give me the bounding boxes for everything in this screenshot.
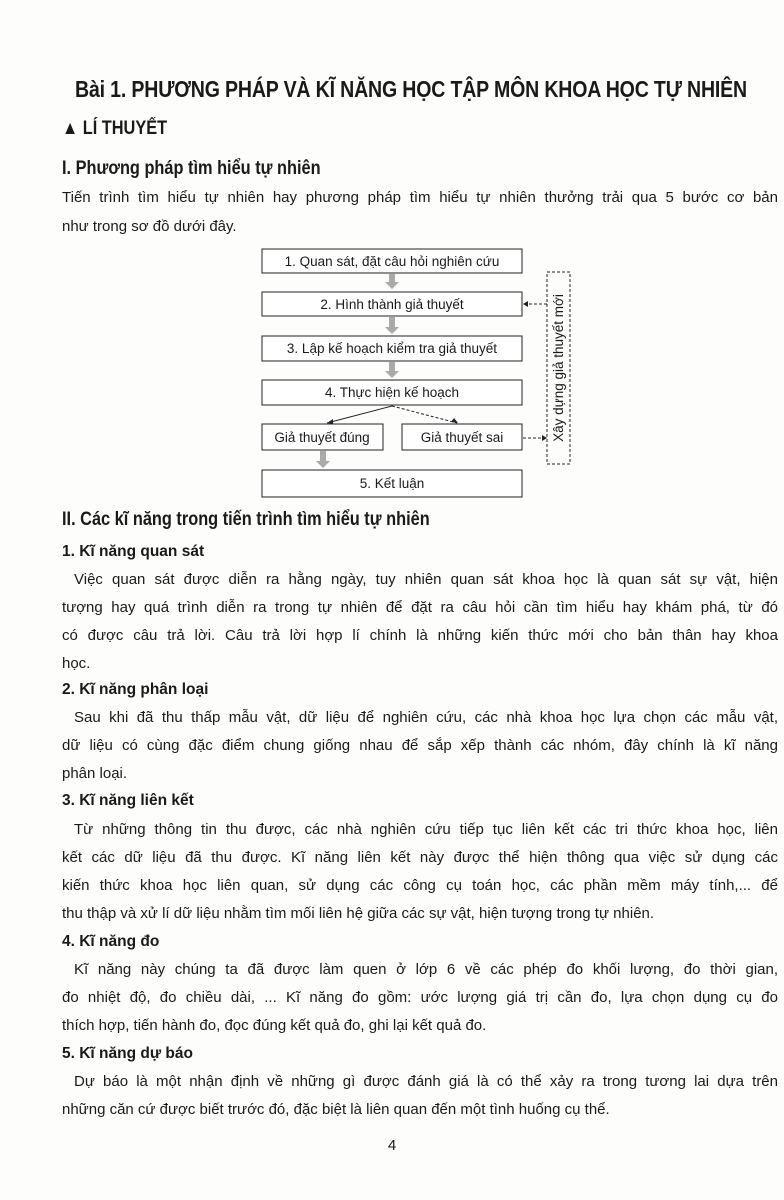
skill-heading: 3. Kĩ năng liên kết — [62, 792, 194, 809]
paragraph-line: tượng hay quá trình diễn ra trong tự nhiên để đặt ra câu hỏi cần tìm hiểu hay khám phá, từ đó — [62, 599, 778, 616]
paragraph-line: kiến thức khoa học liên quan, sử dụng các công cụ toán học, các phần mềm máy tính,... để — [62, 877, 778, 894]
paragraph-line: Từ những thông tin thu được, các nhà nghiên cứu tiếp tục liên kết các tri thức khoa học, liên — [74, 821, 778, 838]
paragraph-line: Việc quan sát được diễn ra hằng ngày, tuy nhiên quan sát khoa học là quan sát sự vật, hiện — [74, 571, 778, 588]
true-hypothesis-label: Giả thuyết đúng — [274, 430, 370, 445]
paragraph-line: phân loại. — [62, 765, 128, 782]
down-arrow-icon — [385, 362, 399, 378]
section1-heading: I. Phương pháp tìm hiểu tự nhiên — [62, 158, 321, 179]
paragraph-line: những căn cứ được biết trước đó, đặc biệt là liên quan đến một tình huống cụ thể. — [62, 1101, 610, 1118]
paragraph-line: thích hợp, tiến hành đo, đọc đúng kết quả đo, ghi lại kết quả đo. — [62, 1017, 487, 1034]
paragraph-line: Dự báo là một nhận định về những gì được đánh giá là có thể xảy ra trong tương lai dựa trên — [74, 1073, 778, 1090]
page-number: 4 — [387, 1137, 397, 1154]
step4-label: 4. Thực hiện kế hoạch — [324, 385, 460, 400]
paragraph-line: đo nhiệt độ, đo chiều dài, ... Kĩ năng đo gồm: ước lượng giá trị cần đo, lựa chọn dụng cụ đo — [62, 989, 778, 1006]
skill-heading: 4. Kĩ năng đo — [62, 933, 160, 950]
false-hypothesis-label: Giả thuyết sai — [420, 430, 504, 445]
scientific-method-diagram — [0, 0, 784, 520]
paragraph-line: Kĩ năng này chúng ta đã được làm quen ở lớp 6 về các phép đo khối lượng, đo thời gian, — [74, 961, 778, 978]
paragraph-line: thu thập và xử lí dữ liệu nhằm tìm mối liên hệ giữa các sự vật, hiện tượng trong tự nhiên. — [62, 905, 655, 922]
down-arrow-icon — [385, 317, 399, 334]
down-arrow-icon — [385, 274, 399, 289]
arrow-to-true — [327, 406, 392, 423]
skill-heading: 5. Kĩ năng dự báo — [62, 1045, 193, 1062]
arrow-to-false — [392, 406, 457, 423]
skill-heading: 1. Kĩ năng quan sát — [62, 543, 205, 560]
step3-label: 3. Lập kế hoạch kiểm tra giả thuyết — [286, 341, 498, 356]
step2-label: 2. Hình thành giả thuyết — [320, 297, 464, 312]
new-hypothesis-label: Xây dựng giả thuyết mới — [551, 294, 566, 442]
paragraph-line: kết các dữ liệu đã thu được. Kĩ năng liên kết này được thể hiện thông qua việc sử dụng các — [62, 849, 778, 866]
paragraph-line: Tiến trình tìm hiểu tự nhiên hay phương pháp tìm hiểu tự nhiên thưởng trải qua 5 bước cơ bản — [62, 189, 778, 206]
step5-label: 5. Kết luận — [359, 476, 425, 491]
page-title: Bài 1. PHƯƠNG PHÁP VÀ KĨ NĂNG HỌC TẬP MÔN KHOA HỌC TỰ NHIÊN — [75, 76, 747, 102]
theory-heading: ▲ LÍ THUYẾT — [62, 118, 168, 139]
paragraph-line: Sau khi đã thu thấp mẫu vật, dữ liệu để nghiên cứu, các nhà khoa học lựa chọn các mẫu vật, — [74, 709, 778, 726]
section2-heading: II. Các kĩ năng trong tiến trình tìm hiểu tự nhiên — [62, 509, 430, 530]
down-arrow-icon — [316, 451, 330, 468]
paragraph-line: có được câu trả lời. Câu trả lời hợp lí chính là những kiến thức mới cho bản thân hay khoa — [62, 627, 778, 644]
step1-label: 1. Quan sát, đặt câu hỏi nghiên cứu — [284, 254, 500, 269]
paragraph-line: dữ liệu có cùng đặc điểm chung giống nhau để sắp xếp thành các nhóm, đây chính là kĩ năng — [62, 737, 778, 754]
paragraph-line: như trong sơ đồ dưới đây. — [62, 218, 237, 235]
paragraph-line: học. — [62, 655, 91, 672]
skill-heading: 2. Kĩ năng phân loại — [62, 681, 209, 698]
